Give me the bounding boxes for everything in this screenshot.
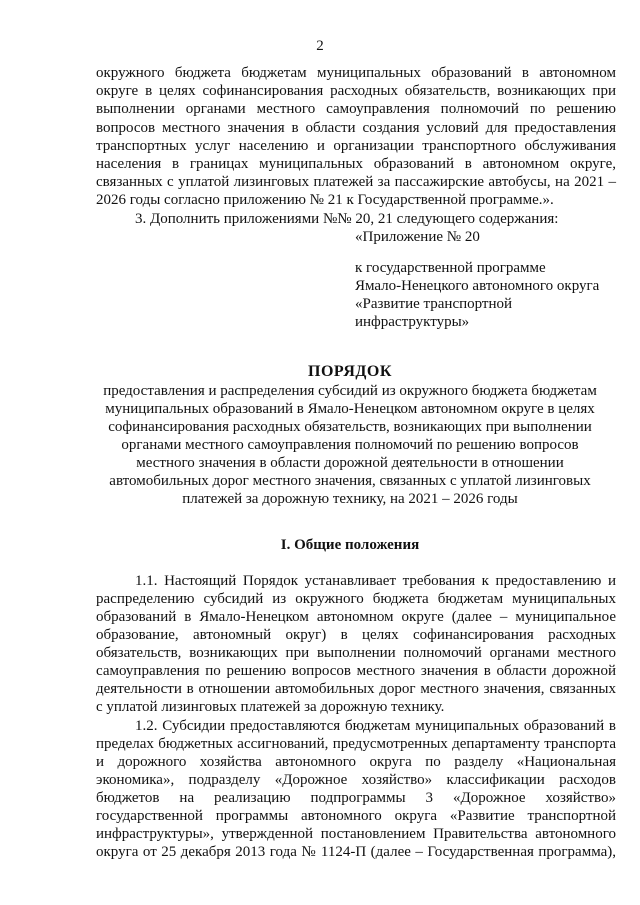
text-line: экономика», подразделу «Дорожное хозяйство» классификации расходов	[96, 772, 616, 788]
item-3-text: 3. Дополнить приложениями №№ 20, 21 следующего содержания:	[135, 211, 559, 227]
doc-title: ПОРЯДОК	[308, 363, 392, 380]
text-line: населения в границах муниципальных образований в автономном округе,	[96, 156, 616, 172]
appendix-line: Ямало-Ненецкого автономного округа	[355, 278, 600, 294]
text-line: инфраструктуры», утвержденной постановлением Правительства автономного	[96, 826, 616, 842]
section-heading: I. Общие положения	[280, 537, 420, 553]
subtitle-line: автомобильных дорог местного значения, связанных с уплатой лизинговых	[109, 473, 591, 489]
appendix-line: «Развитие транспортной	[355, 296, 513, 312]
text-line: 1.1. Настоящий Порядок устанавливает требования к предоставлению и	[135, 573, 616, 589]
text-line: образований в Ямало-Ненецком автономном округе (далее – муниципальное	[96, 609, 616, 625]
text-line: округа от 25 декабря 2013 года № 1124-П (далее – Государственная программа),	[96, 844, 616, 860]
subtitle-line: предоставления и распределения субсидий из окружного бюджета бюджетам	[103, 383, 597, 399]
text-line: с уплатой лизинговых платежей за дорожную технику.	[96, 699, 445, 715]
subtitle-line: органами местного самоуправления полномочий по решению вопросов	[121, 437, 579, 453]
subtitle-line: местного значения в области дорожной деятельности в отношении	[136, 455, 564, 471]
text-line: распределению субсидий из окружного бюджета бюджетам муниципальных	[96, 591, 616, 607]
text-line: деятельности в отношении автомобильных дорог местного значения, связанных	[96, 681, 616, 697]
subtitle-line: муниципальных образований в Ямало-Ненецком автономном округе в целях	[105, 401, 595, 417]
text-line: образование, автономный округ) в целях софинансирования расходных	[96, 627, 616, 643]
text-line: пределах бюджетных ассигнований, предусмотренных департаменту транспорта	[96, 736, 616, 752]
text-line: обязательств, возникающих при выполнении полномочий органами местного	[96, 645, 616, 661]
appendix-line: к государственной программе	[355, 260, 546, 276]
text-line: вопросов местного значения в области создания условий для предоставления	[96, 120, 616, 136]
text-line: 1.2. Субсидии предоставляются бюджетам муниципальных образований в	[135, 718, 616, 734]
text-line: выполнении органами местного самоуправления полномочий по решению	[96, 101, 616, 117]
appendix-line: инфраструктуры»	[355, 314, 470, 330]
text-line: и дорожного хозяйства автономного округа по разделу «Национальная	[96, 754, 616, 770]
appendix-label: «Приложение № 20	[355, 229, 480, 245]
text-line: транспортных услуг населению и организации транспортного обслуживания	[96, 138, 616, 154]
page-number: 2	[316, 38, 324, 54]
text-line: окружного бюджета бюджетам муниципальных образований в автономном	[96, 65, 616, 81]
text-line: округе в целях софинансирования расходных обязательств, возникающих при	[96, 83, 616, 99]
text-line: бюджетов на реализацию подпрограммы 3 «Дорожное хозяйство»	[96, 790, 616, 806]
text-line: 2026 годы согласно приложению № 21 к Государственной программе.».	[96, 192, 554, 208]
text-line: самоуправления по решению вопросов местного значения в области дорожной	[96, 663, 616, 679]
text-line: государственной программы автономного округа «Развитие транспортной	[96, 808, 616, 824]
subtitle-line: платежей за дорожную технику, на 2021 – 2026 годы	[182, 491, 518, 507]
text-line: связанных с уплатой лизинговых платежей за пассажирские автобусы, на 2021 –	[96, 174, 616, 190]
subtitle-line: софинансирования расходных обязательств, возникающих при выполнении	[108, 419, 592, 435]
